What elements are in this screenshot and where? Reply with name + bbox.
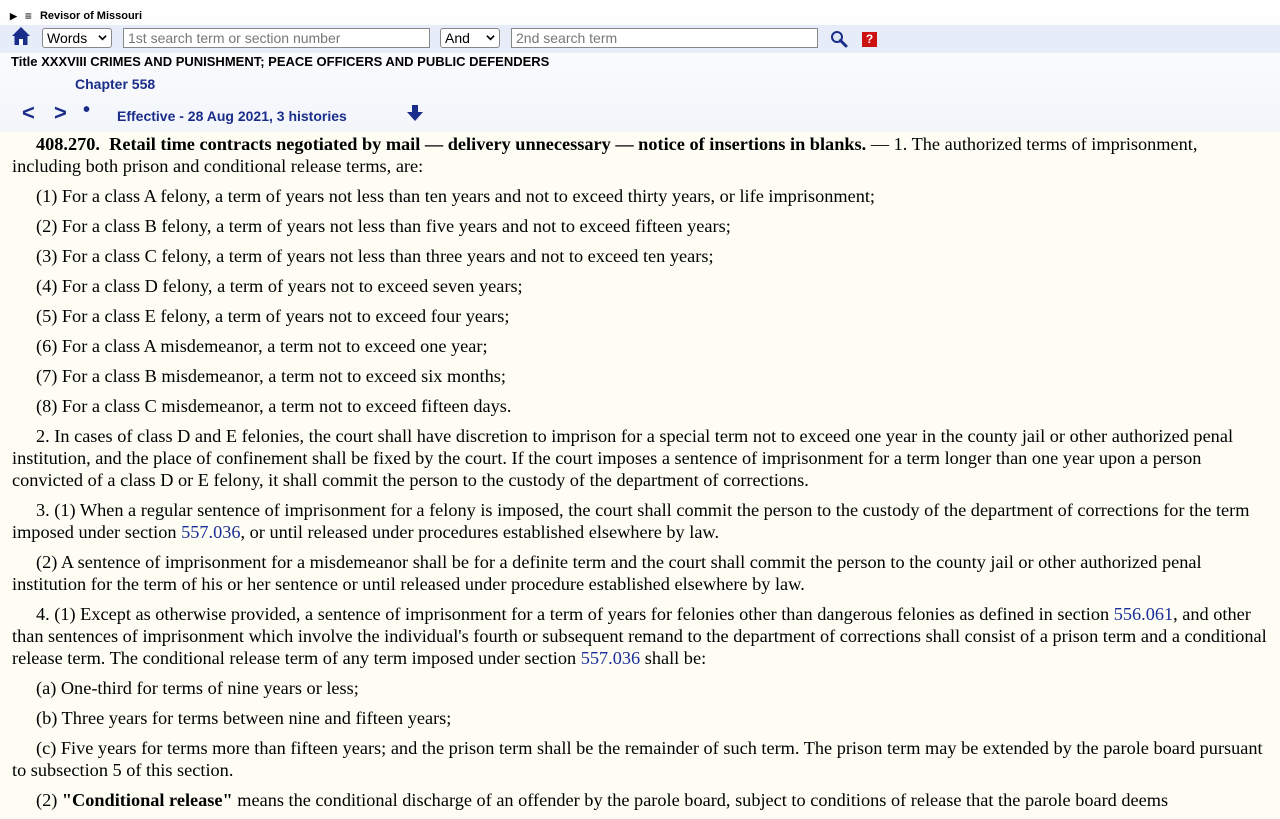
second-search-input[interactable] xyxy=(511,28,818,48)
app-title: Revisor of Missouri xyxy=(39,10,143,22)
section-heading: Retail time contracts negotiated by mail — delivery unnecessary — notice of insertions in blanks. xyxy=(109,134,867,154)
expand-triangle-icon[interactable]: ▶ xyxy=(10,10,17,21)
text-segment: , or until released under procedures established elsewhere by law. xyxy=(240,522,720,542)
defined-term: "Conditional release" xyxy=(61,790,233,810)
list-item: (8) For a class C misdemeanor, a term not to exceed fifteen days. xyxy=(36,396,512,416)
list-item: (5) For a class E felony, a term of years not to exceed four years; xyxy=(36,306,510,326)
search-bar xyxy=(0,25,1280,53)
chapter-link[interactable]: Chapter 558 xyxy=(75,76,156,92)
home-icon[interactable] xyxy=(11,26,31,46)
list-item: (3) For a class C felony, a term of years not less than three years and not to exceed ten years; xyxy=(36,246,714,266)
arrow-down-icon[interactable] xyxy=(406,105,424,122)
operator-value: And xyxy=(445,30,470,46)
operator-select[interactable] xyxy=(440,28,500,48)
list-item: (1) For a class A felony, a term of years not less than ten years and not to exceed thirty years, or life imprisonment; xyxy=(36,186,876,206)
text-segment: shall be: xyxy=(640,648,707,668)
text-segment: (2) xyxy=(36,790,62,810)
list-item: (7) For a class B misdemeanor, a term not to exceed six months; xyxy=(36,366,506,386)
list-item: (2) For a class B felony, a term of years not less than five years and not to exceed fifteen years; xyxy=(36,216,731,236)
section-link-557-036[interactable]: 557.036 xyxy=(181,522,241,542)
text-segment: 4. (1) Except as otherwise provided, a sentence of imprisonment for a term of years for felonies other than dangerous felonies as defined in section xyxy=(36,604,1114,624)
prev-section-button[interactable]: < xyxy=(22,100,35,125)
section-link-557-036[interactable]: 557.036 xyxy=(580,648,641,668)
section-intro xyxy=(12,133,1268,177)
text-segment: means the conditional discharge of an offender by the parole board, subject to conditions of release that the parole board deems xyxy=(232,790,1169,810)
statute-text xyxy=(12,132,1268,819)
search-type-select[interactable] xyxy=(42,28,112,48)
search-icon[interactable] xyxy=(830,30,848,48)
text-segment: , and other than sentences of imprisonment which involve the individual's fourth or subsequent remand to the department of corrections shall consist of a prison term and a conditional release term. The conditional release term of any term imposed under section xyxy=(12,604,1267,668)
app-bar xyxy=(10,9,142,23)
list-item: (a) One-third for terms of nine years or less; xyxy=(36,678,359,698)
list-item: (4) For a class D felony, a term of years not to exceed seven years; xyxy=(36,276,523,296)
list-item: (6) For a class A misdemeanor, a term not to exceed one year; xyxy=(36,336,488,356)
text-segment: 3. (1) When a regular sentence of imprisonment for a felony is imposed, the court shall commit the person to the custody of the department of corrections for the term imposed under section xyxy=(12,500,1250,542)
chevron-down-icon xyxy=(486,33,495,42)
subsection-2: 2. In cases of class D and E felonies, the court shall have discretion to imprison for a special term not to exceed one year in the county jail or other authorized penal institution, and the place of confinement shall be fixed by the court. If the court imposes a sentence of imprisonment for a term longer than one year upon a person convicted of a class D or E felony, it shall commit the person to the custody of the department of corrections. xyxy=(12,426,1234,490)
list-item: (b) Three years for terms between nine and fifteen years; xyxy=(36,708,452,728)
subsection-4-1 xyxy=(12,603,1268,669)
list-item: (c) Five years for terms more than fifteen years; and the prison term shall be the remainder of such term. The prison term may be extended by the parole board pursuant to subsection 5 of this section. xyxy=(12,738,1263,780)
effective-date-link[interactable]: Effective - 28 Aug 2021, 3 histories xyxy=(117,108,347,124)
section-number: 408.270. xyxy=(36,134,100,154)
header xyxy=(0,0,1280,132)
search-type-value: Words xyxy=(47,30,88,46)
subsection-3-2: (2) A sentence of imprisonment for a misdemeanor shall be for a definite term and the court shall commit the person to the county jail or other authorized penal institution for the term of his or her sentence or until released under procedure established elsewhere by law. xyxy=(12,552,1202,594)
title-breadcrumb[interactable]: Title XXXVIII CRIMES AND PUNISHMENT; PEACE OFFICERS AND PUBLIC DEFENDERS xyxy=(11,54,550,69)
next-section-button[interactable]: > xyxy=(54,100,67,125)
current-section-dot[interactable]: • xyxy=(83,99,91,121)
section-intro-text: — 1. The authorized terms of imprisonment, including both prison and conditional release terms, are: xyxy=(12,134,1198,176)
subsection-3-1 xyxy=(12,499,1268,543)
section-link-556-061[interactable]: 556.061 xyxy=(1113,604,1174,624)
menu-icon[interactable]: ≡ xyxy=(24,9,32,23)
subsection-4-2 xyxy=(12,789,1268,811)
chevron-down-icon xyxy=(98,33,107,42)
first-search-input[interactable] xyxy=(123,28,430,48)
help-button[interactable]: ? xyxy=(862,32,877,47)
